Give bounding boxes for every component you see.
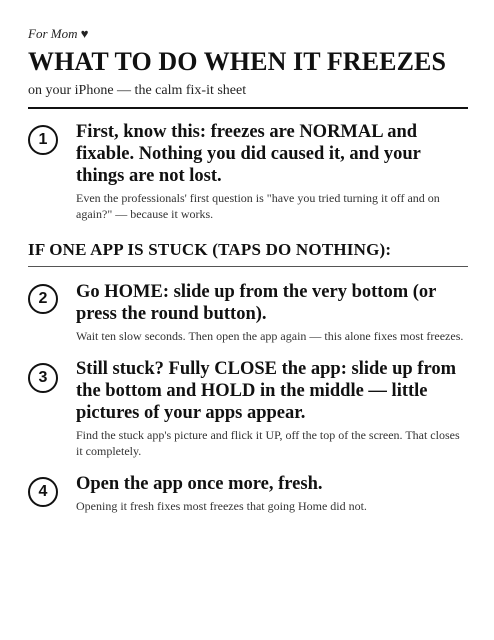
step-3 bbox=[28, 358, 468, 459]
step-number-badge: 4 bbox=[28, 477, 58, 507]
step-4 bbox=[28, 473, 468, 514]
step-2 bbox=[28, 281, 468, 344]
page-subtitle: on your iPhone — the calm fix-it sheet bbox=[28, 83, 247, 98]
step-number-badge: 2 bbox=[28, 284, 58, 314]
step-1 bbox=[28, 121, 468, 222]
step-note: Find the stuck app's picture and flick it UP, off the top of the screen. That closes it completely. bbox=[76, 428, 460, 458]
step-note: Opening it fresh fixes most freezes that going Home did not. bbox=[76, 499, 367, 513]
step-heading: Go HOME: slide up from the very bottom (or press the round button). bbox=[76, 282, 437, 324]
step-note: Even the professionals' first question is "have you tried turning it off and on again?" — because it works. bbox=[76, 191, 440, 221]
section-heading: IF ONE APP IS STUCK (TAPS DO NOTHING): bbox=[28, 240, 392, 259]
fix-it-sheet bbox=[28, 26, 468, 514]
step-note: Wait ten slow seconds. Then open the app again — this alone fixes most freezes. bbox=[76, 329, 464, 343]
title-divider bbox=[28, 107, 468, 109]
step-number-badge: 3 bbox=[28, 363, 58, 393]
step-heading: Still stuck? Fully CLOSE the app: slide up from the bottom and HOLD in the middle — little pictures of your apps appear. bbox=[76, 359, 457, 423]
step-heading: Open the app once more, fresh. bbox=[76, 474, 323, 494]
step-number-badge: 1 bbox=[28, 125, 58, 155]
page-title: WHAT TO DO WHEN IT FREEZES bbox=[28, 47, 447, 76]
section-divider bbox=[28, 266, 468, 267]
dedication-kicker: For Mom ♥ bbox=[28, 26, 89, 41]
step-heading: First, know this: freezes are NORMAL and fixable. Nothing you did caused it, and your things are not lost. bbox=[76, 122, 421, 186]
